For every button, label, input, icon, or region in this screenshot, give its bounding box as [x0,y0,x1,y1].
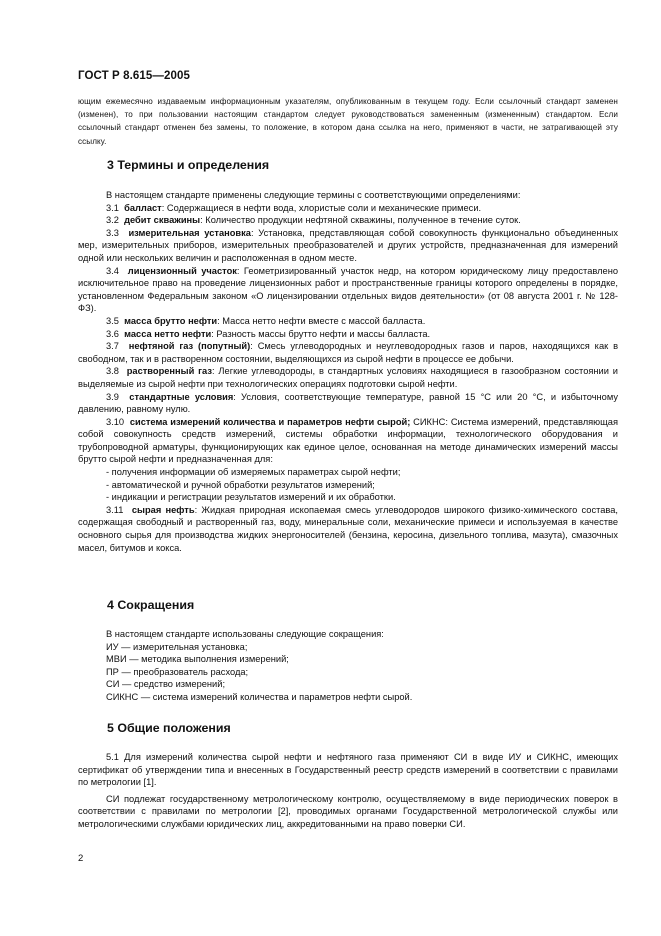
term-3-4: 3.4 лицензионный участок: Геометризированный участок недр, на котором юридическому лицу предоставлено исключительное право на проведение лицензионных работ и пространственные границы которого определены в порядке, установленном Федеральным законом «О лицензировании отдельных видов деятельности» (от 08 августа 2001 г. № 128-ФЗ). [78,265,619,314]
section-3-title: 3 Термины и определения [107,158,270,172]
term-3-10: 3.10 система измерений количества и параметров нефти сырой; СИКНС: Система измерений, представляющая собой совокупность средств измерений, системы обработки информации, технологического оборудования и трубопроводной арматуры, функционирующих как единое целое, основанная на методе динамических измерений массы брутто сырой нефти и предназначенная для: [78,416,619,465]
term-3-8: 3.8 растворенный газ: Легкие углеводороды, в стандартных условиях находящиеся в газообразном состоянии и выделяемые из сырой нефти при технологических операциях подготовки сырой нефти. [78,366,618,389]
section-3-lead: В настоящем стандарте применены следующие термины с соответствующими определениями: [106,190,521,200]
term-3-2: 3.2 дебит скважины: Количество продукции нефтяной скважины, полученное в течение суток. [106,215,521,226]
section-4-title: 4 Сокращения [107,598,195,612]
term-3-7: 3.7 нефтяной газ (попутный): Смесь углеводородных и неуглеводородных газов и паров, находящихся как в свободном, так и в растворенном состоянии, выделяющихся из сырой нефти в процессе ее добычи. [78,341,619,364]
section-5-paragraph-1: 5.1 Для измерений количества сырой нефти и нефтяного газа применяют СИ в виде ИУ и СИКНС, имеющих сертификат об утверждении типа и внесенных в Государственный реестр средств измерений в соответствии с правилами по метрологии [1]. [78,752,618,788]
term-3-3: 3.3 измерительная установка: Установка, представляющая собой совокупность функционально объединенных мер, измерительных приборов, измерительных преобразователей и других устройств, предназначенная для измерений одной или нескольких величин и расположенная в одном месте. [78,227,618,263]
term-3-11: 3.11 сырая нефть: Жидкая природная ископаемая смесь углеводородов широкого физико-химического состава, содержащая свободный и растворенный газ, воду, минеральные соли, механические примеси и используемая в качестве основного сырья для производства жидких энергоносителей (бензина, керосина, дизельного топлива, мазута), смазочных масел, битумов и кокса. [78,504,619,553]
abbreviation-item: СИКНС — система измерений количества и параметров нефти сырой. [106,691,413,702]
intro-paragraph: ющим ежемесячно издаваемым информационным указателям, опубликованным в текущем году. Если ссылочный стандарт заменен (изменен), то при пользовании настоящим стандартом следует руководствоваться замененным (измененным) стандартом. Если ссылочный стандарт отменен без замены, то положение, в котором дана ссылка на него, применяют в части, не затрагивающей эту ссылку. [78,97,618,146]
abbreviation-item: ИУ — измерительная установка; [106,641,248,652]
bullet-item: - автоматической и ручной обработки результатов измерений; [106,479,375,490]
bullet-item: - индикации и регистрации результатов измерений и их обработки. [106,492,396,503]
section-3-body [78,189,618,554]
section-5-title: 5 Общие положения [107,721,231,735]
term-3-6: 3.6 масса нетто нефти: Разность массы брутто нефти и массы балласта. [106,328,431,339]
section-4-body [78,628,618,704]
page-number: 2 [78,853,84,864]
abbreviation-item: СИ — средство измерений; [106,679,226,690]
section-4-lead: В настоящем стандарте использованы следующие сокращения: [106,629,384,639]
term-3-5: 3.5 масса брутто нефти: Масса нетто нефти вместе с массой балласта. [106,315,426,326]
document-header: ГОСТ Р 8.615—2005 [78,70,190,82]
bullet-item: - получения информации об измеряемых параметрах сырой нефти; [106,467,401,478]
abbreviation-item: ПР — преобразователь расхода; [106,666,249,677]
abbreviation-item: МВИ — методика выполнения измерений; [106,654,289,665]
section-5-paragraph-2: СИ подлежат государственному метрологическому контролю, осуществляемому в виде периодических поверок в соответствии с правилами по метрологии [2], проводимых органами Государственной метрологической службы или метрологическими службами юридических лиц, аккредитованными на право поверки СИ. [78,793,618,829]
term-3-9: 3.9 стандартные условия: Условия, соответствующие температуре, равной 15 °С или 20 °С, и избыточному давлению, равному нулю. [78,391,618,415]
section-5-body [78,751,618,831]
term-3-1: 3.1 балласт: Содержащиеся в нефти вода, хлористые соли и механические примеси. [106,202,482,213]
